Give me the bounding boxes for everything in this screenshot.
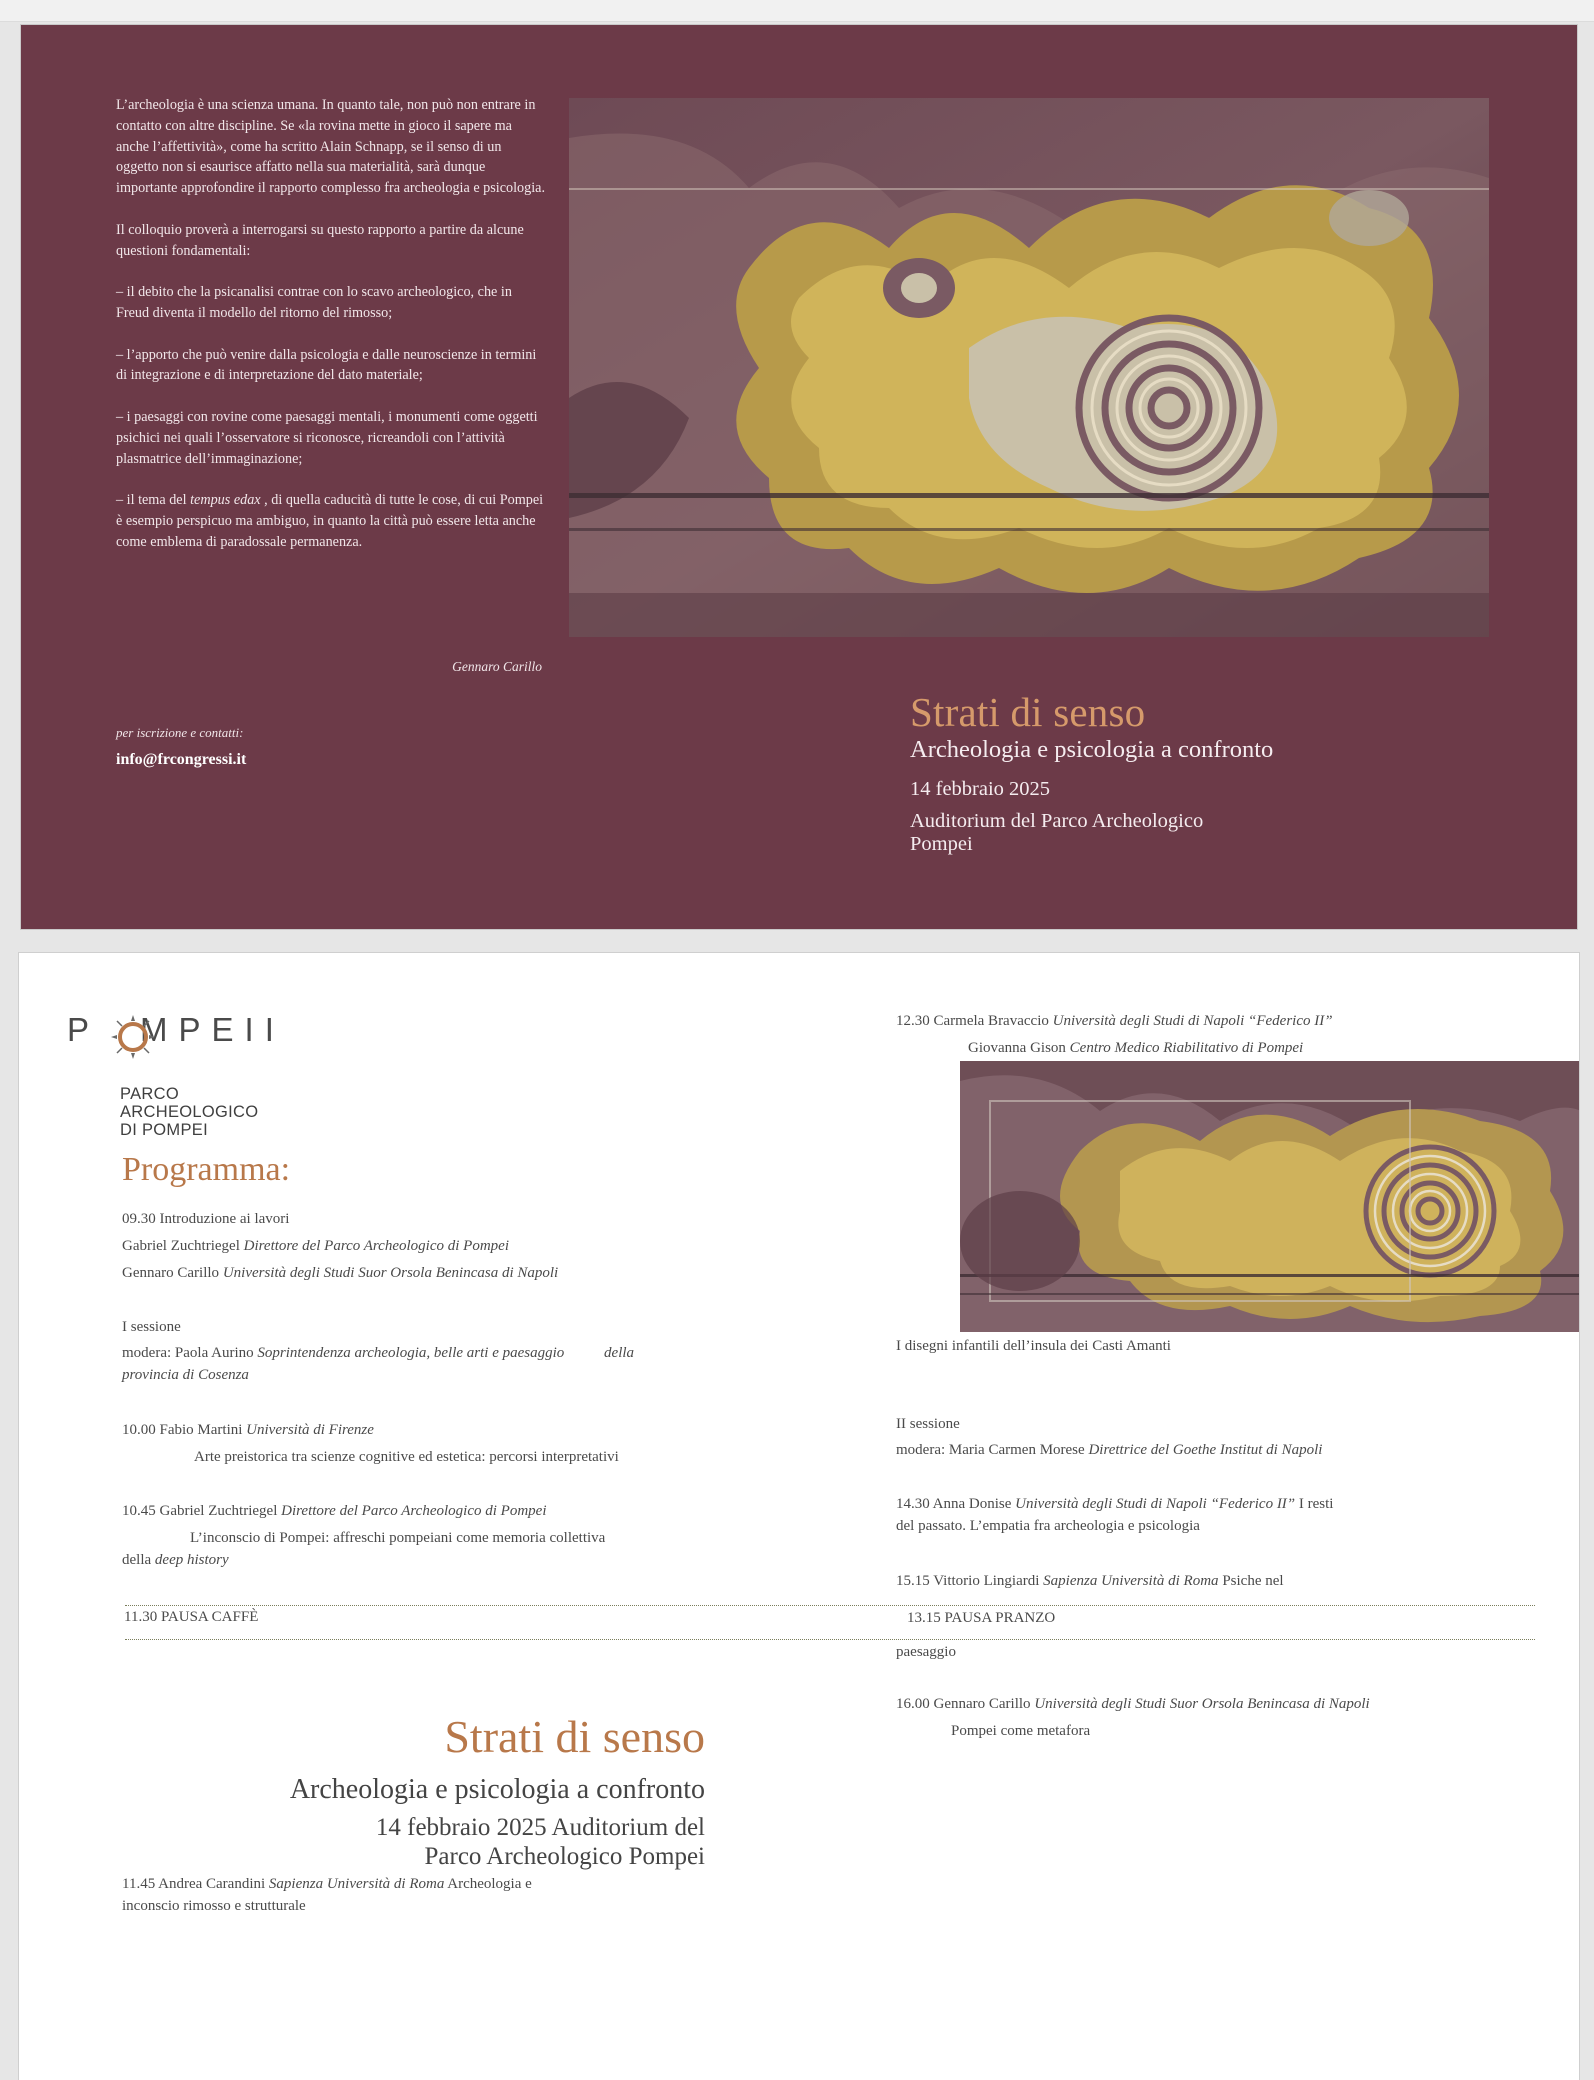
logo-subtitle-line: DI POMPEI [120, 1121, 208, 1139]
program-speaker [122, 1235, 509, 1257]
speaker-name: Giovanna Gison [968, 1040, 1066, 1056]
talk-affiliation: Università degli Studi di Napoli “Federico II” [1052, 1013, 1333, 1029]
talk-affiliation: Università degli Studi di Napoli “Federico II” [1015, 1496, 1296, 1512]
moderator-line [122, 1342, 634, 1364]
talk-title: Arte preistorica tra scienze cognitive ed estetica: percorsi interpretativi [194, 1449, 619, 1465]
program-talk-slot [122, 1873, 532, 1895]
speaker-name: Gabriel Zuchtriegel [122, 1238, 240, 1254]
talk-title-part: della [122, 1552, 155, 1568]
talk-title: I resti [1295, 1496, 1334, 1512]
logo-wordmark: P MPEII [67, 1011, 285, 1048]
cover-event-block [910, 689, 1530, 856]
talk-title-cont [122, 1549, 229, 1571]
talk-title-cont: del passato. L’empatia fra archeologia e psicologia [896, 1518, 1200, 1534]
contact-email-link[interactable]: info@frcongressi.it [116, 751, 247, 768]
fresco-illustration [569, 98, 1489, 637]
fresco-image [569, 98, 1489, 637]
event-place-line: Auditorium del Parco Archeologico [910, 810, 1204, 832]
intro-paragraph: L’archeologia è una scienza umana. In quanto tale, non può non entrare in contatto con altre discipline. Se «la rovina mette in gioco il sapere ma anche l’affettività», come ha scritto Alain Schnapp, se il senso di un oggetto non si esaurisce affatto nella sua materialità, sarà dunque importante approfondire il rapporto complesso fra archeologia e psicologia. [116, 97, 546, 197]
moderator-affiliation-cont [122, 1364, 249, 1386]
speaker-affiliation: Università degli Studi Suor Orsola Benincasa di Napoli [222, 1265, 559, 1281]
session-label: I sessione [122, 1319, 181, 1335]
fresco-illustration [960, 1061, 1580, 1332]
contact-label: per iscrizione e contatti: [116, 725, 244, 740]
pompeii-logo [67, 1011, 297, 1141]
back-event-title: Strati di senso [444, 1711, 705, 1762]
program-speaker [968, 1037, 1303, 1059]
back-event-date [319, 1813, 705, 1871]
moderator-name: modera: Paola Aurino [122, 1345, 254, 1361]
program-speaker [122, 1262, 558, 1284]
event-place [910, 810, 1530, 856]
talk-time-speaker: 12.30 Carmela Bravaccio [896, 1013, 1049, 1029]
moderator-affiliation: Soprintendenza archeologia, belle arti e paesaggio [257, 1345, 565, 1361]
talk-time-speaker: 11.45 Andrea Carandini [122, 1876, 266, 1892]
talk-time-speaker: 14.30 Anna Donise [896, 1496, 1012, 1512]
program-intro-time: 09.30 Introduzione ai lavori [122, 1211, 290, 1227]
break-divider-top [125, 1605, 1535, 1606]
talk-affiliation: Sapienza Università di Roma [268, 1876, 445, 1892]
talk-affiliation: Università degli Studi Suor Orsola Benincasa di Napoli [1034, 1696, 1370, 1712]
talk-time-speaker: 15.15 Vittorio Lingiardi [896, 1573, 1040, 1589]
speaker-affiliation: Centro Medico Riabilitativo di Pompei [1069, 1040, 1304, 1056]
logo-emblem-icon [109, 1013, 157, 1061]
event-place-line: Pompei [910, 833, 973, 855]
talk-title: I disegni infantili dell’insula dei Casti Amanti [896, 1338, 1171, 1354]
moderator-affiliation: provincia di Cosenza [122, 1367, 249, 1383]
program-page [18, 952, 1580, 2080]
break-divider-bottom [125, 1639, 1535, 1640]
lunch-break: 13.15 PAUSA PRANZO [907, 1610, 1056, 1626]
moderator-line [896, 1439, 1322, 1461]
talk-time-speaker: 10.00 Fabio Martini [122, 1422, 243, 1438]
back-event-date-line: Parco Archeologico Pompei [424, 1843, 705, 1870]
talk-time-speaker: 16.00 Gennaro Carillo [896, 1696, 1031, 1712]
talk-title: L’inconscio di Pompei: affreschi pompeiani come memoria collettiva [190, 1530, 606, 1546]
logo-subtitle [120, 1085, 258, 1139]
talk-title-cont: paesaggio [896, 1644, 956, 1660]
event-date: 14 febbraio 2025 [910, 778, 1051, 800]
intro-text-part: , di quella caducità di tutte le cose, di cui Pompei è esempio perspicuo ma ambiguo, in quanto la città può essere letta anche come emblema di paradossale permanenza. [116, 492, 544, 550]
program-talk-slot [122, 1419, 374, 1441]
back-event-date-line: 14 febbraio 2025 Auditorium del [375, 1814, 705, 1841]
intro-signature: Gennaro Carillo [452, 659, 542, 674]
moderator-affiliation: della [604, 1345, 635, 1361]
coffee-break: 11.30 PAUSA CAFFÈ [124, 1609, 259, 1625]
intro-paragraph: – l’apporto che può venire dalla psicologia e dalle neuroscienze in termini di integrazione e di interpretazione del dato materiale; [116, 346, 537, 384]
intro-emphasis: tempus edax [190, 492, 261, 509]
talk-affiliation: Università di Firenze [246, 1422, 374, 1438]
session-label: II sessione [896, 1416, 960, 1432]
intro-text-part: – il tema del [116, 492, 191, 509]
cover-page [20, 24, 1578, 930]
logo-subtitle-line: ARCHEOLOGICO [120, 1103, 259, 1121]
program-talk-slot [896, 1010, 1333, 1032]
intro-paragraph [116, 490, 546, 552]
program-talk-slot [896, 1570, 1284, 1592]
moderator-affiliation: Direttrice del Goethe Institut di Napoli [1088, 1442, 1323, 1458]
event-title: Strati di senso [910, 689, 1146, 735]
intro-paragraph: – il debito che la psicanalisi contrae con lo scavo archeologico, che in Freud diventa il modello del ritorno del rimosso; [116, 284, 512, 321]
talk-title-cont: inconscio rimosso e strutturale [122, 1898, 306, 1914]
program-title: Programma: [122, 1151, 291, 1188]
moderator-name: modera: Maria Carmen Morese [896, 1442, 1085, 1458]
program-talk-slot [896, 1493, 1333, 1515]
intro-paragraph: – i paesaggi con rovine come paesaggi mentali, i monumenti come oggetti psichici nei quali l’osservatore si riconosce, ricreandoli con l’attività plasmatrice dell’immaginazione; [116, 408, 538, 467]
talk-title: Pompei come metafora [951, 1723, 1091, 1739]
talk-title-emphasis: deep history [154, 1552, 229, 1568]
program-talk-slot [122, 1500, 546, 1522]
speaker-name: Gennaro Carillo [122, 1265, 220, 1281]
speaker-affiliation: Direttore del Parco Archeologico di Pompei [243, 1238, 509, 1254]
fresco-image [960, 1061, 1580, 1332]
talk-time-speaker: 10.45 Gabriel Zuchtriegel [122, 1503, 278, 1519]
program-talk-slot [896, 1693, 1370, 1715]
talk-affiliation: Direttore del Parco Archeologico di Pompei [281, 1503, 547, 1519]
intro-text [116, 95, 546, 553]
intro-paragraph: Il colloquio proverà a interrogarsi su questo rapporto a partire da alcune questioni fondamentali: [116, 221, 524, 259]
talk-title: Archeologia e [444, 1876, 532, 1892]
talk-title: Psiche nel [1218, 1573, 1284, 1589]
talk-affiliation: Sapienza Università di Roma [1043, 1573, 1219, 1589]
back-event-subtitle: Archeologia e psicologia a confronto [289, 1774, 705, 1805]
viewer-top-bar [0, 0, 1594, 22]
event-subtitle: Archeologia e psicologia a confronto [910, 736, 1274, 763]
logo-subtitle-line: PARCO [120, 1085, 179, 1103]
